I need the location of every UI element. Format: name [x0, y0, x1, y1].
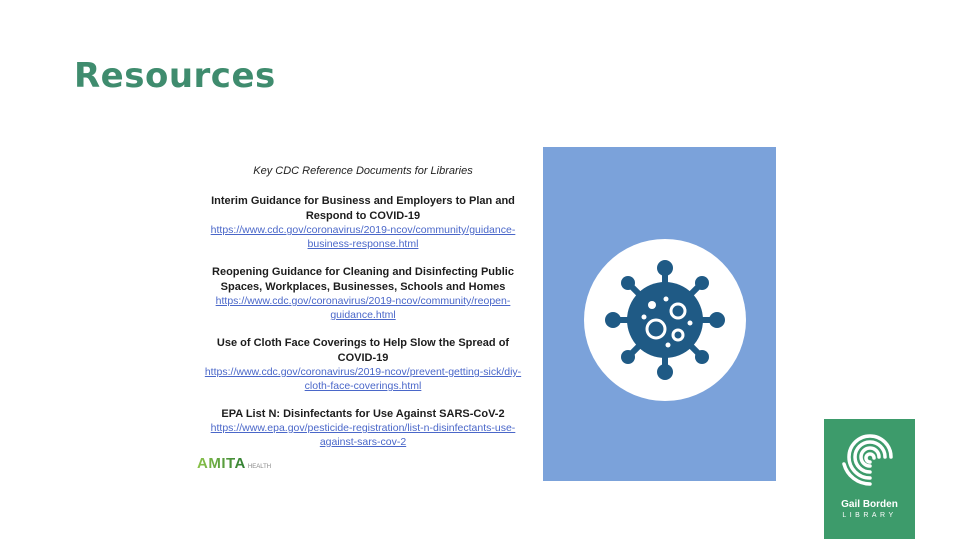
- amita-health-logo: [197, 455, 271, 472]
- reference-link[interactable]: https://www.epa.gov/pesticide-registration/list-n-disinfectants-use-against-sars-cov-2: [210, 422, 516, 448]
- virus-icon: [584, 239, 746, 401]
- reference-item: [185, 264, 541, 322]
- library-name: Gail Borden: [841, 499, 898, 510]
- reference-title: Interim Guidance for Business and Employers to Plan and Respond to COVID-19: [211, 195, 515, 222]
- reference-link[interactable]: https://www.cdc.gov/coronavirus/2019-ncov/community/reopen-guidance.html: [215, 295, 511, 321]
- amita-logo-text: AMITA: [197, 455, 246, 472]
- reference-document-image: [185, 150, 541, 480]
- gail-borden-library-logo: [824, 419, 915, 539]
- reference-title: EPA List N: Disinfectants for Use Against SARS-CoV-2: [221, 408, 505, 420]
- reference-item: [185, 335, 541, 393]
- reference-title: Reopening Guidance for Cleaning and Disinfecting Public Spaces, Workplaces, Businesses, Schools and Homes: [212, 266, 514, 293]
- virus-graphic-panel: [543, 147, 776, 481]
- reference-title: Use of Cloth Face Coverings to Help Slow the Spread of COVID-19: [216, 337, 510, 364]
- library-subtitle: LIBRARY: [842, 512, 897, 519]
- page-title: Resources: [74, 56, 276, 96]
- reference-item: [185, 193, 541, 251]
- swirl-icon: [841, 429, 899, 491]
- virus-icon-circle: [584, 239, 746, 401]
- amita-logo-suffix: HEALTH: [247, 464, 272, 470]
- reference-item: [185, 406, 541, 449]
- reference-link[interactable]: https://www.cdc.gov/coronavirus/2019-ncov/prevent-getting-sick/diy-cloth-face-coverings.html: [204, 366, 522, 392]
- document-heading: Key CDC Reference Documents for Libraries: [253, 165, 473, 177]
- reference-link[interactable]: https://www.cdc.gov/coronavirus/2019-ncov/community/guidance-business-response.html: [210, 224, 516, 250]
